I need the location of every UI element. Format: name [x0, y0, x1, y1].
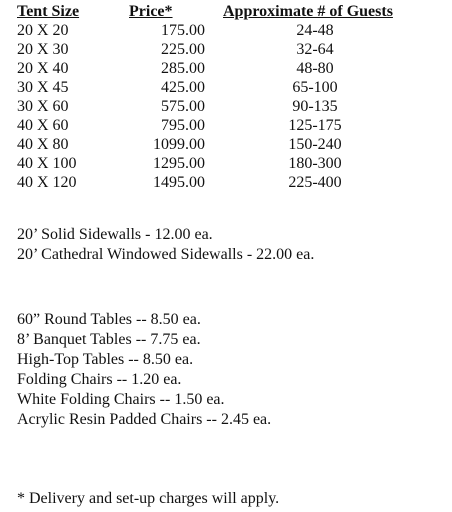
- table-row: [17, 40, 423, 59]
- furniture-item: 60” Round Tables -- 8.50 ea.: [17, 311, 201, 328]
- furniture-item: Folding Chairs -- 1.20 ea.: [17, 371, 182, 388]
- price-cell: 175.00: [161, 22, 205, 39]
- table-row: [17, 78, 423, 97]
- guests-cell: 150-240: [288, 136, 342, 153]
- sidewall-item: 20’ Solid Sidewalls - 12.00 ea.: [17, 226, 213, 243]
- tent-size-cell: 30 X 60: [17, 98, 69, 115]
- furniture-item: Acrylic Resin Padded Chairs -- 2.45 ea.: [17, 411, 272, 428]
- furniture-item: White Folding Chairs -- 1.50 ea.: [17, 391, 225, 408]
- price-cell: 285.00: [161, 60, 205, 77]
- price-cell: 225.00: [161, 41, 205, 58]
- price-cell: 1295.00: [153, 155, 205, 172]
- tent-size-cell: 40 X 120: [17, 174, 77, 191]
- tent-size-cell: 20 X 20: [17, 22, 69, 39]
- guests-cell: 125-175: [288, 117, 342, 134]
- price-cell: 425.00: [161, 79, 205, 96]
- guests-cell: 32-64: [296, 41, 334, 58]
- furniture-list: [17, 310, 271, 430]
- tent-size-cell: 20 X 40: [17, 60, 69, 77]
- tent-size-cell: 40 X 80: [17, 136, 69, 153]
- header-price: Price*: [129, 3, 173, 20]
- guests-cell: 90-135: [292, 98, 338, 115]
- table-row: [17, 135, 423, 154]
- table-header-row: [17, 2, 423, 21]
- guests-cell: 65-100: [292, 79, 338, 96]
- price-cell: 1099.00: [153, 136, 205, 153]
- guests-cell: 225-400: [288, 174, 342, 191]
- table-row: [17, 21, 423, 40]
- table-row: [17, 173, 423, 192]
- table-row: [17, 59, 423, 78]
- header-guests: Approximate # of Guests: [223, 3, 393, 20]
- furniture-item: 8’ Banquet Tables -- 7.75 ea.: [17, 331, 201, 348]
- furniture-item: High-Top Tables -- 8.50 ea.: [17, 351, 194, 368]
- tent-pricing-table: [17, 2, 423, 192]
- guests-cell: 48-80: [296, 60, 334, 77]
- tent-size-cell: 40 X 100: [17, 155, 77, 172]
- price-cell: 795.00: [161, 117, 205, 134]
- table-row: [17, 154, 423, 173]
- tent-size-cell: 30 X 45: [17, 79, 69, 96]
- table-row: [17, 97, 423, 116]
- price-cell: 575.00: [161, 98, 205, 115]
- delivery-footnote: * Delivery and set-up charges will apply.: [17, 490, 280, 507]
- header-tent-size: Tent Size: [17, 3, 80, 20]
- price-cell: 1495.00: [153, 174, 205, 191]
- table-row: [17, 116, 423, 135]
- tent-size-cell: 40 X 60: [17, 117, 69, 134]
- sidewalls-list: [17, 225, 314, 265]
- guests-cell: 24-48: [296, 22, 334, 39]
- tent-size-cell: 20 X 30: [17, 41, 69, 58]
- guests-cell: 180-300: [288, 155, 342, 172]
- sidewall-item: 20’ Cathedral Windowed Sidewalls - 22.00 ea.: [17, 246, 315, 263]
